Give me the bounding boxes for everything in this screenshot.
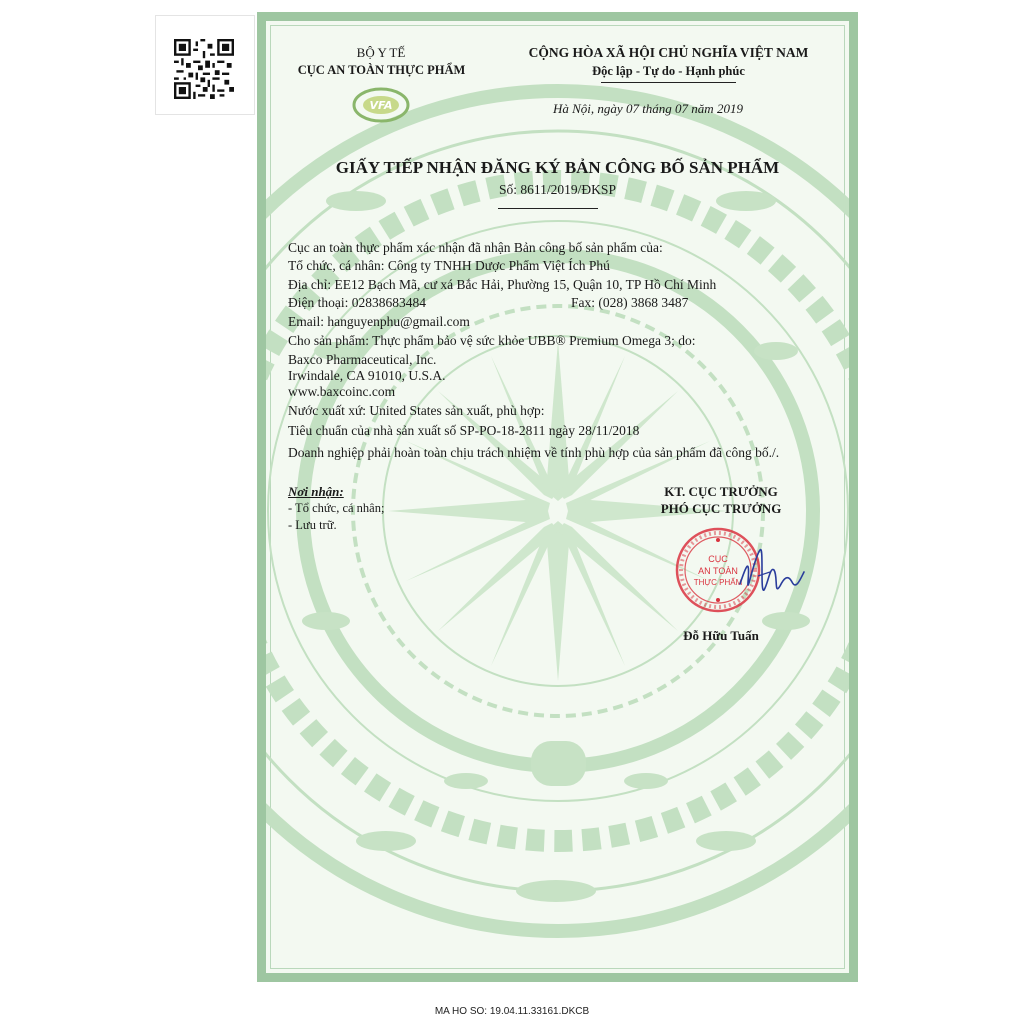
motto-underline [601,82,736,83]
qr-code-icon [174,39,234,99]
certificate-page [257,12,858,982]
place-date: Hà Nội, ngày 07 tháng 07 năm 2019 [553,101,743,116]
recipient-item: - Tổ chức, cá nhân; [288,501,385,515]
signer-name: Đỗ Hữu Tuấn [683,628,759,643]
signer-role: KT. CỤC TRƯỞNG [664,484,778,499]
stamp-line: THỰC PHẨM [693,578,743,587]
signer-title: PHÓ CỤC TRƯỞNG [660,501,782,516]
department-name: CỤC AN TOÀN THỰC PHẨM [297,63,466,77]
body-responsibility: Doanh nghiệp phải hoàn toàn chịu trách nhiệm về tính phù hợp của sản phẩm đã công bố./. [288,445,780,460]
record-code: MA HO SO: 19.04.11.33161.DKCB [434,1006,590,1017]
vfa-logo [351,85,411,125]
body-organization: Tổ chức, cá nhân: Công ty TNHH Dược Phẩm Việt Ích Phú [288,258,610,273]
national-motto: Độc lập - Tự do - Hạnh phúc [592,64,745,78]
body-origin: Nước xuất xứ: United States sản xuất, phù hợp: [288,403,545,418]
title-divider [498,208,598,209]
signature [730,536,810,611]
recipients-heading: Nơi nhận: [288,484,344,499]
document-title: GIẤY TIẾP NHẬN ĐĂNG KÝ BẢN CÔNG BỐ SẢN PHẨM [335,158,780,177]
body-product: Cho sản phẩm: Thực phẩm bảo vệ sức khỏe UBB® Premium Omega 3; do: [288,333,696,348]
country-name: CỘNG HÒA XÃ HỘI CHỦ NGHĨA VIỆT NAM [528,45,809,60]
stamp-line: CỤC [708,554,728,564]
body-manufacturer: Baxco Pharmaceutical, Inc. [288,352,437,367]
body-intro: Cục an toàn thực phẩm xác nhận đã nhận Bản công bố sản phẩm của: [288,240,663,255]
stamp-line: AN TOÀN [698,566,738,576]
body-standard: Tiêu chuẩn của nhà sản xuất số SP-PO-18-2811 ngày 28/11/2018 [288,423,640,438]
body-phone: Điện thoại: 02838683484 [288,295,426,310]
recipient-item: - Lưu trữ. [288,518,337,532]
ministry-name: BỘ Y TẾ [356,45,406,60]
body-email: Email: hanguyenphu@gmail.com [288,314,470,329]
body-manufacturer-address: Irwindale, CA 91010, U.S.A. [288,368,446,383]
qr-code [155,15,255,115]
logo-text: VFA [369,99,393,112]
body-manufacturer-website: www.baxcoinc.com [288,384,396,399]
body-address: Địa chỉ: EE12 Bạch Mã, cư xá Bắc Hải, Phường 15, Quận 10, TP Hồ Chí Minh [288,277,717,292]
body-fax: Fax: (028) 3868 3487 [571,295,689,310]
document-number: Số: 8611/2019/ĐKSP [499,182,616,197]
